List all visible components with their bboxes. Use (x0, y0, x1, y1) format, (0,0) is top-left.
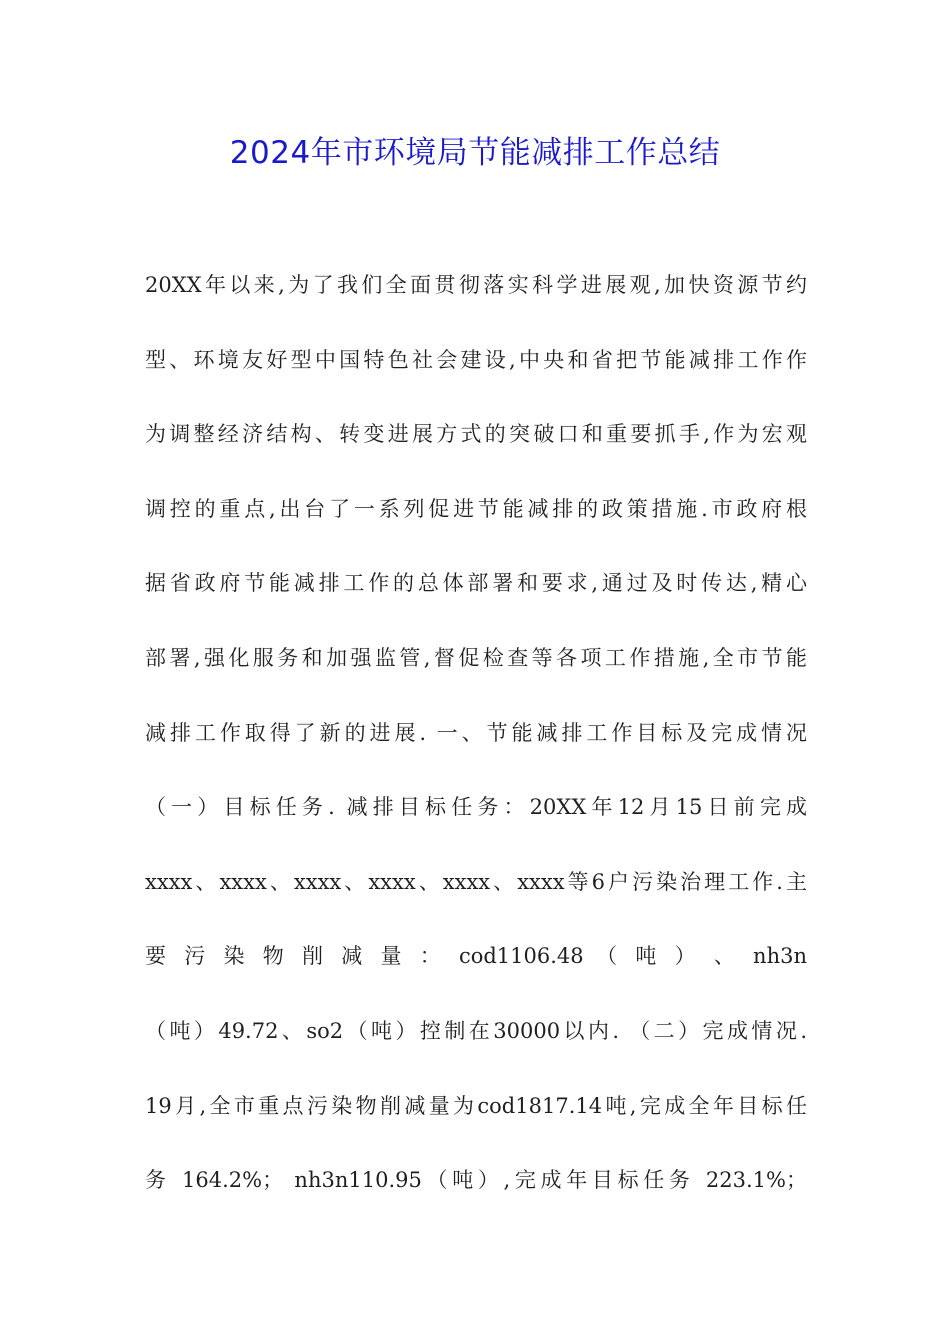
paragraph-line: 型、环境友好型中国特色社会建设,中央和省把节能减排工作作 (145, 347, 807, 372)
paragraph-line: 减排工作取得了新的进展. 一、节能减排工作目标及完成情况 (145, 720, 807, 745)
paragraph-line: 务 164.2%； nh3n110.95（吨）,完成年目标任务 223.1%； (145, 1168, 807, 1193)
document-title: 2024年市环境局节能减排工作总结 (229, 135, 721, 171)
document-body (145, 262, 807, 1232)
paragraph-line: （一）目标任务. 减排目标任务：20XX年12月15日前完成 (145, 795, 807, 820)
paragraph-line: （吨）49.72、so2（吨）控制在30000以内. （二）完成情况. (145, 1018, 807, 1043)
paragraph-line: 调控的重点,出台了一系列促进节能减排的政策措施.市政府根 (145, 496, 807, 521)
paragraph-line: xxxx、xxxx、xxxx、xxxx、xxxx、xxxx等6户污染治理工作.主 (145, 869, 807, 894)
paragraph-line: 19月,全市重点污染物削减量为cod1817.14吨,完成全年目标任 (145, 1093, 807, 1118)
paragraph-line: 20XX年以来,为了我们全面贯彻落实科学进展观,加快资源节约 (145, 273, 807, 297)
paragraph-line: 部署,强化服务和加强监管,督促检查等各项工作措施,全市节能 (145, 645, 807, 670)
paragraph-line: 要 污 染 物 削 减 量 ： cod1106.48 （ 吨 ） 、 nh3n (145, 944, 807, 969)
paragraph-line: 据省政府节能减排工作的总体部署和要求,通过及时传达,精心 (145, 571, 807, 596)
paragraph-line: 为调整经济结构、转变进展方式的突破口和重要抓手,作为宏观 (145, 422, 807, 447)
